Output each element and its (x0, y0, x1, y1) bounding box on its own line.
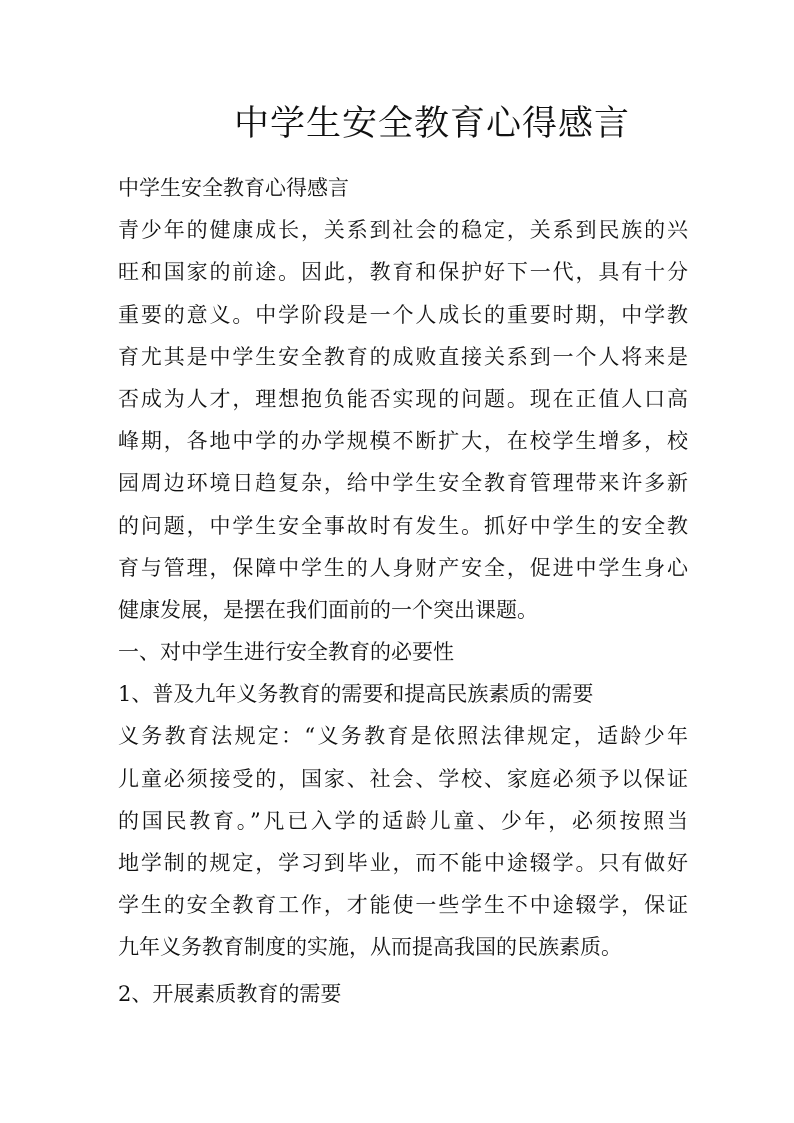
paragraph-line: 峰期，各地中学的办学规模不断扩大，在校学生增多，校 (118, 429, 688, 454)
paragraph-line: 健康发展，是摆在我们面前的一个突出课题。 (118, 597, 538, 622)
paragraph-line: 育尤其是中学生安全教育的成败直接关系到一个人将来是 (118, 344, 688, 369)
paragraph-line: 旺和国家的前途。因此，教育和保护好下一代，具有十分 (118, 260, 688, 285)
document-title: 中学生安全教育心得感言 (233, 104, 630, 144)
paragraph-line: 学生的安全教育工作，才能使一些学生不中途辍学，保证 (118, 893, 688, 918)
paragraph-line: 义务教育法规定：“义务教育是依照法律规定，适龄少年 (118, 724, 688, 749)
paragraph-line: 的国民教育。”凡已入学的适龄儿童、少年，必须按照当 (118, 808, 688, 833)
paragraph-line: 育与管理，保障中学生的人身财产安全，促进中学生身心 (118, 555, 688, 580)
paragraph-line: 的问题，中学生安全事故时有发生。抓好中学生的安全教 (118, 513, 688, 538)
paragraph-line: 1、普及九年义务教育的需要和提高民族素质的需要 (118, 682, 594, 707)
paragraph-line: 重要的意义。中学阶段是一个人成长的重要时期，中学教 (118, 302, 688, 327)
paragraph-line: 青少年的健康成长，关系到社会的稳定，关系到民族的兴 (118, 218, 688, 243)
paragraph-line: 园周边环境日趋复杂，给中学生安全教育管理带来许多新 (118, 471, 688, 496)
paragraph-line: 儿童必须接受的，国家、社会、学校、家庭必须予以保证 (118, 766, 688, 791)
paragraph-line: 九年义务教育制度的实施，从而提高我国的民族素质。 (118, 935, 622, 960)
paragraph-line: 地学制的规定，学习到毕业，而不能中途辍学。只有做好 (118, 851, 688, 875)
paragraph-line: 否成为人才，理想抱负能否实现的问题。现在正值人口高 (118, 386, 688, 411)
paragraph-line: 2、开展素质教育的需要 (118, 981, 342, 1006)
paragraph-line: 一、对中学生进行安全教育的必要性 (118, 640, 454, 665)
document-body (118, 167, 688, 1015)
document-subtitle: 中学生安全教育心得感言 (118, 176, 349, 200)
